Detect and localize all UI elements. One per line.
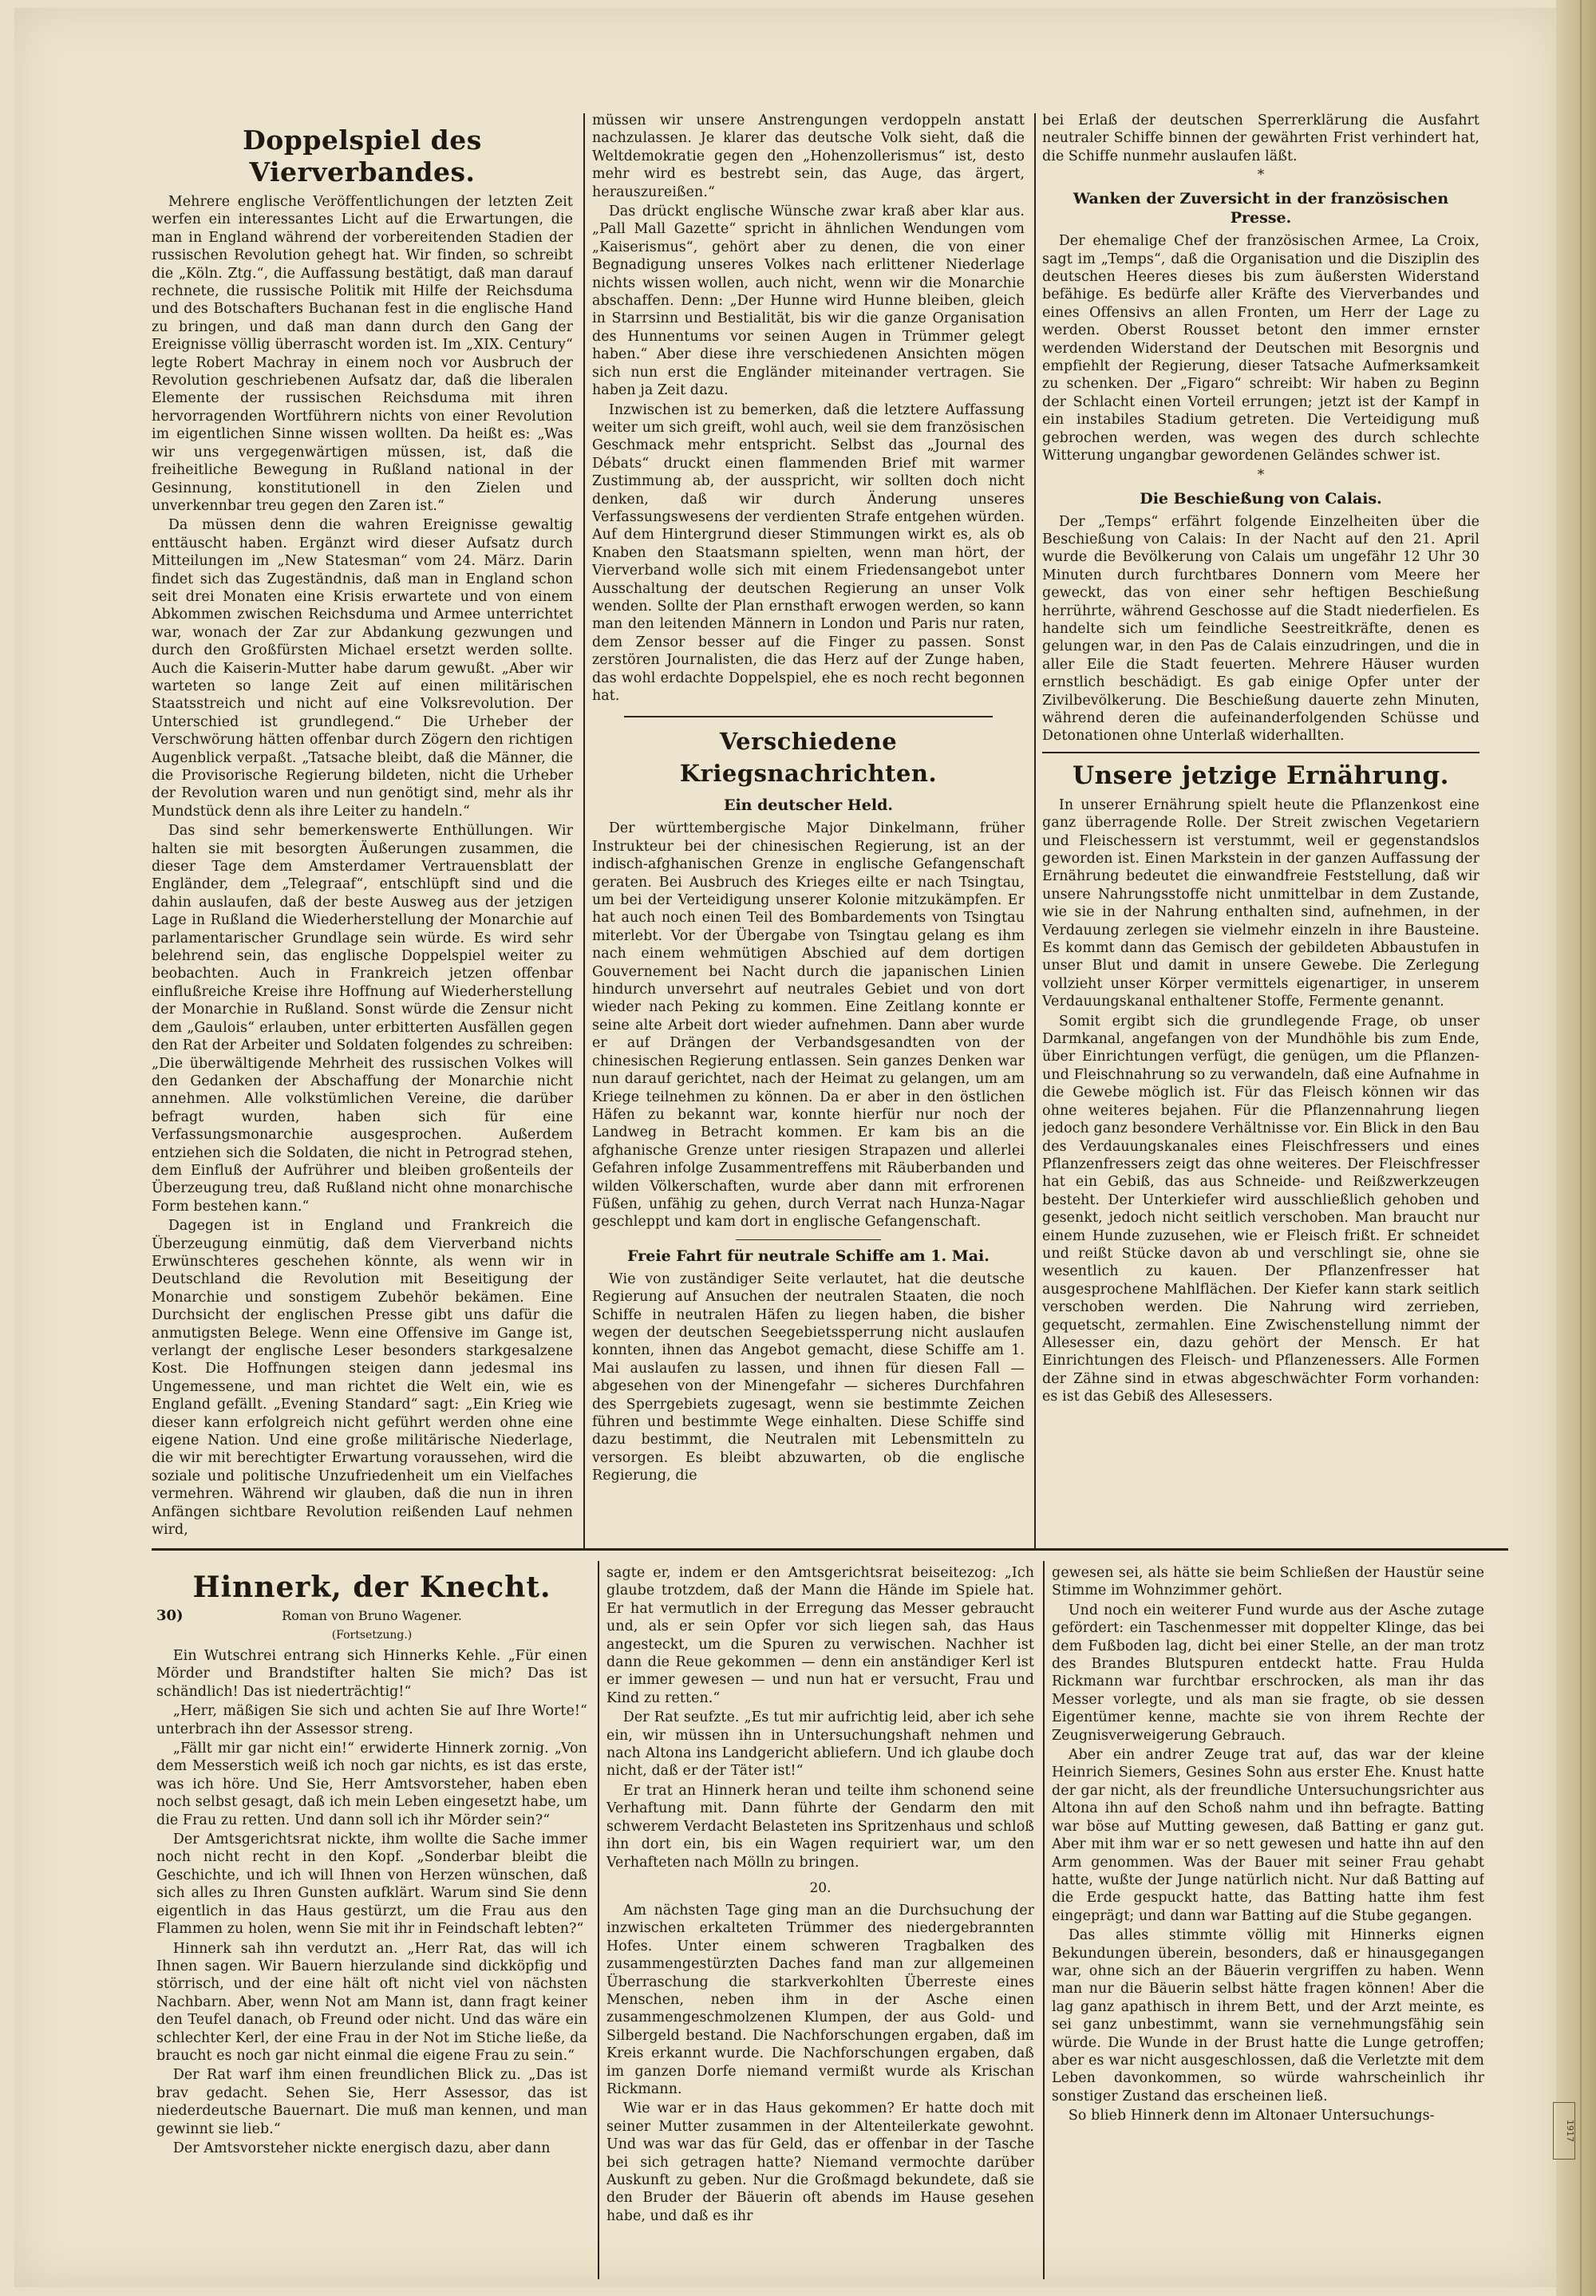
article-title: Verschiedene Kriegsnachrichten. [679,728,938,788]
serial-title: Hinnerk, der Knecht. [192,1571,551,1604]
serial-paragraph: Und noch ein weiterer Fund wurde aus der Asche zutage gefördert: ein Taschenmesser mit doppelter Klinge, das bei dem Fußboden lag, dicht bei einer Stelle, an der man trotz des Brandes Blutspuren entdeckt hatte. Frau Hulda Rickmann war furchtbar erschrocken, als man ihr das Messer vorlegte, und als man sie fragte, ob sie dessen Eigentümer kenne, machte sie von ihrem Rechte der Zeugnisverweigerung Gebrauch. [1052,1602,1484,1744]
article-paragraph: Wie von zuständiger Seite verlautet, hat die deutsche Regierung auf Ansuchen der neutralen Staaten, die noch Schiffe in neutralen Häfen zu liegen haben, die bisher wegen der deutschen Seegebietssperrung nicht auslaufen konnten, ihnen das Angebot gemacht, diese Schiffe am 1. Mai auslaufen zu lassen, und ihnen für diesen Fall — abgesehen von der Minengefahr — sicheres Durchfahren des Sperrgebiets zugesagt, wenn sie bestimmte Zeichen führen und bestimmte Wege einhalten. Diese Schiffe sind dazu bestimmt, die Neutralen mit Lebensmitteln zu versorgen. Es bleibt abzuwarten, ob die englische Regierung, die [592,1271,1025,1484]
section-heading: Freie Fahrt für neutrale Schiffe am 1. Mai. [627,1247,990,1265]
article-paragraph: bei Erlaß der deutschen Sperrerklärung die Ausfahrt neutraler Schiffe binnen der gewährten Frist verhindert hat, die Schiffe nunmehr auslaufen läßt. [1042,113,1479,164]
serial-column-3 [1052,1564,1484,2276]
serial-paragraph: gewesen sei, als hätte sie beim Schließen der Haustür seine Stimme im Wohnzimmer gehört. [1052,1565,1484,1599]
serial-paragraph: Das alles stimmte völlig mit Hinnerks eignen Bekundungen überein, besonders, daß er hinausgegangen war, ohne sich an der Bäuerin vergriffen zu haben. Wenn man nur die Bäuerin selbst hätte fragen können! Aber die lag ganz apathisch in ihrem Bett, und der Arzt meinte, es sei ganz unbestimmt, wann sie vernehmungsfähig sein würde. Die Wunde in der Brust hatte die Lunge getroffen; aber es war nicht ausgeschlossen, daß die Verletzte mit dem Leben davonkommen, so würde wahrscheinlich ihr sonstiger Zustand das erscheinen ließ. [1052,1927,1484,2104]
column-right [1042,112,1479,1545]
serial-paragraph: Der Amtsvorsteher nickte energisch dazu, aber dann [172,2140,551,2156]
article-divider [624,716,993,717]
article-paragraph: Inzwischen ist zu bemerken, daß die letztere Auffassung weiter um sich greift, wohl auch, weil sie dem französischen Geschmack mehr entspricht. Selbst das „Journal des Débats“ druckt einen flammenden Brief mit warmer Zustimmung ab, der ausspricht, wir sollten doch nicht denken, daß wir durch Änderung unseres Verfassungswesens der verdienten Strafe entgehen würden. Auf dem Hintergrund dieser Stimmungen wirkt es, als ob Knaben den Staatsmann spielten, wenn man hört, der Vierverband wolle sich mit einem Friedensangebot unter Ausschaltung der deutschen Regierung an unser Volk wenden. Sollte der Plan ernsthaft erwogen werden, so kann man den leitenden Männern in London und Paris nur raten, dem Zensor besser auf die Finger zu passen. Sonst zerstören Journalisten, die das Herz auf der Zunge haben, das wohl erdachte Doppelspiel, ehe es noch recht begonnen hat. [592,401,1025,704]
article-doppelspiel [152,118,573,1545]
archive-stamp: 1917 [1553,2102,1575,2160]
article-paragraph: Somit ergibt sich die grundlegende Frage, ob unser Darmkanal, angefangen von der Mundhöhle bis zum Ende, über Einrichtungen verfügt, die genügen, um die Pflanzen- und Fleischnahrung so zu verwandeln, daß eine Aufnahme in die Gewebe möglich ist. Für das Fleisch können wir das ohne weiteres bejahen. Für die Pflanzennahrung liegen jedoch ganz besondere Verhältnisse vor. Ein Blick in den Bau des Verdauungskanales eines Fleischfressers und eines Pflanzenfressers zeigt das ohne weiteres. Der Fleischfresser hat ein Gebiß, das aus Schneide- und Reißzwerkzeugen besteht. Der Unterkiefer wird ausschließlich gehoben und gesenkt, jedoch nicht seitlich verschoben. Man braucht nur einem Hunde zuzusehen, wie er Fleisch frißt. Er schneidet und reißt Stücke davon ab und verschlingt sie, ohne sie wesentlich zu kauen. Der Pflanzenfresser hat ausgesprochene Mahlflächen. Der Kiefer kann stark seitlich verschoben werden. Die Nahrung wird zerrieben, gequetscht, zermahlen. Eine Zwischenstellung nimmt der Allesesser ein, dazu gehört der Mensch. Er hat Einrichtungen des Fleisch- und Pflanzenessers. Alle Formen der Zähne sind in etwas abgeschwächter Form vorhanden: es ist das Gebiß des Allesessers. [1042,1013,1479,1405]
serial-paragraph: Der Amtsgerichtsrat nickte, ihm wollte die Sache immer noch nicht recht in den Kopf. „Sonderbar bleibt die Geschichte, und ich will Ihnen von Herzen wünschen, daß sich alles zu Ihren Gunsten aufklärt. Warum sind Sie denn eigentlich in das Haus gestürzt, um die Frau aus den Flammen zu holen, wenn Sie mit ihr in Feindschaft lebten?“ [156,1832,587,1938]
serial-paragraph: „Herr, mäßigen Sie sich und achten Sie auf Ihre Worte!“ unterbrach ihn der Assessor streng. [156,1703,587,1737]
section-heading: Ein deutscher Held. [723,796,894,815]
serial-paragraph: Wie war er in das Haus gekommen? Er hatte doch mit seiner Mutter zusammen in der Altenteilerkate gewohnt. Und was war das für Geld, das er offenbar in der Tasche bei sich getragen hatte? Niemand vermochte darüber Auskunft zu geben. Nur die Großmagd bekundete, daß sie den Bruder der Bäuerin oft abends im Hause gesehen habe, und daß es ihr [606,2100,1034,2224]
serial-paragraph: So blieb Hinnerk denn im Altonaer Untersuchungs- [1068,2108,1435,2124]
article-divider [1042,752,1479,753]
chapter-number: 20. [809,1879,832,1896]
separator-star: * [1257,466,1265,483]
serial-column-rule-2 [1043,1561,1045,2279]
serial-paragraph: Ein Wutschrei entrang sich Hinnerks Kehle. „Für einen Mörder und Brandstifter halten Sie mich? Das ist schändlich! Das ist niederträchtig!“ [156,1648,587,1700]
article-paragraph: Der ehemalige Chef der französischen Armee, La Croix, sagt im „Temps“, daß die Organisation und die Disziplin des deutschen Heeres dieses bis zum äußersten Widerstand befähige. Es bedürfe aller Kräfte des Vierverbandes und eines Offensivs an allen Fronten, um Herr der Lage zu werden. Oberst Rousset betont den immer ernster werdenden Widerstand der Deutschen mit Besorgnis und empfiehlt der Regierung, dieser Tatsache Aufmerksamkeit zu schenken. Der „Figaro“ schreibt: Wir haben zu Beginn der Schlacht einen Vorteil errungen; jetzt ist der Kampf in ein instabiles Stadium getreten. Die Verteidigung muß gebrochen werden, was wegen des durch schlechte Witterung ungangbar gewordenen Geländes schwer ist. [1042,233,1479,464]
article-title: Doppelspiel des Vierverbandes. [243,124,482,188]
article-paragraph: In unserer Ernährung spielt heute die Pflanzenkost eine ganz überragende Rolle. Der Streit zwischen Vegetariern und Fleischessern ist verstummt, weil er gegenstandslos geworden ist. Einen Markstein in der ganzen Auffassung der Ernährung bedeutet die einwandfreie Feststellung, daß wir unsere Nahrungsstoffe nicht unmittelbar in dem Zustande, wie sie in der Nahrung enthalten sind, aufnehmen, in der Verdauung zerlegen sie vielmehr einzeln in ihre Bausteine. Es kommt dann das Gemisch der gebildeten Abbaustufen in unser Blut und damit in unsere Gewebe. Die Zerlegung vollzieht unser Körper vermittels eigenartiger, in unserem Verdauungskanal enthaltener Stoffe, Fermente genannt. [1042,796,1479,1010]
serial-paragraph: Der Rat warf ihm einen freundlichen Blick zu. „Das ist brav gedacht. Sehen Sie, Herr Assessor, das ist niederdeutsche Bauernart. Die muß man kennen, und man gewinnt sie lieb.“ [156,2067,587,2137]
article-paragraph: Mehrere englische Veröffentlichungen der letzten Zeit werfen ein interessantes Licht auf die Erwartungen, die man in England während der vorbereitenden Stadien der russischen Revolution gehegt hat. Wir finden, so schreibt die „Köln. Ztg.“, die Auffassung bestätigt, daß man darauf rechnete, die russische Politik mit Hilfe der Reichsduma und des Botschafters Buchanan fest in die englische Hand zu bringen, und daß man dann durch den Gang der Ereignisse völlig überrascht worden ist. Im „XIX. Century“ legte Robert Machray in einem noch vor Ausbruch der Revolution geschriebenen Aufsatz dar, daß die liberalen Elemente der russischen Reichsduma mit ihren hervorragenden Wortführern nichts von einer Revolution im eigentlichen Sinne wissen wollten. Da heißt es: „Was wir uns vergegenwärtigen müssen, ist, daß die freiheitliche Bewegung in Rußland national in der Gesinnung, konstitutionell in den Zielen und unverkennbar treu gegen den Zaren ist.“ [152,194,573,514]
article-paragraph: Der „Temps“ erfährt folgende Einzelheiten über die Beschießung von Calais: In der Nacht auf den 21. April wurde die Bevölkerung von Calais um ungefähr 12 Uhr 30 Minuten durch furchtbares Donnern vom Meere her geweckt, das von einer sehr heftigen Beschießung herrührte, während Geschosse auf die Stadt niederfielen. Es handelte sich um feindliche Seestreitkräfte, denen es gelungen war, in den Pas de Calais einzudringen, und die in aller Eile die Stadt feuerten. Mehrere Häuser wurden ernstlich beschädigt. Es gab einige Opfer unter der Zivilbevölkerung. Die Beschießung dauerte zehn Minuten, während deren die aufeinanderfolgenden Schüsse und Detonationen ohne Unterlaß widerhallten. [1042,513,1479,745]
article-paragraph: Der württembergische Major Dinkelmann, früher Instrukteur bei der chinesischen Regierung, ist an der indisch-afghanischen Grenze in englische Gefangenschaft geraten. Bei Ausbruch des Krieges eilte er nach Tsingtau, um bei der Verteidigung unserer Kolonie mitzukämpfen. Er hat auch noch einen Teil des Bombardements von Tsingtau miterlebt. Vor der Übergabe von Tsingtau gelang es ihm nach einem wehmütigen Abschied auf dem dortigen Gouvernement bei Nacht durch die japanischen Linien hindurch unversehrt auf neutrales Gebiet und von dort wieder nach Peking zu kommen. Eine Zeitlang konnte er seine alte Arbeit dort wieder aufnehmen. Dann aber wurde er auf Drängen der Verbandsgesandten von der chinesischen Regierung entlassen. Sein ganzes Denken war nun darauf gerichtet, nach der Heimat zu gelangen, um am Kriege teilnehmen zu können. Da er aber in den östlichen Häfen zu bekannt war, konnte hierfür nur noch der Landweg in Betracht kommen. Er kam bis an die afghanische Grenze unter riesigen Strapazen und allerlei Gefahren infolge Zusammentreffens mit Räuberbanden und wilden Völkerschaften, wurde aber dann mit erfrorenen Füßen, unfähig zu gehen, durch Verrat nach Hunza-Nagar geschleppt und kam dort in englische Gefangenschaft. [592,820,1025,1231]
article-divider [736,1239,881,1240]
serial-paragraph: „Fällt mir gar nicht ein!“ erwiderte Hinnerk zornig. „Von dem Messerstich weiß ich noch gar nichts, es ist das erste, was ich höre. Und Sie, Herr Amtsvorsteher, haben eben noch selbst gesagt, daß ich mein Leben eingesetzt habe, um die Frau zu retten. Und dann soll ich ihr Mörder sein?“ [156,1741,587,1828]
article-paragraph: Da müssen denn die wahren Ereignisse gewaltig enttäuscht haben. Ergänzt wird dieser Aufsatz durch Mitteilungen im „New Statesman“ vom 24. März. Darin findet sich das Zugeständnis, daß man in England schon seit drei Monaten eine Krisis erwartete und von einem Abkommen zwischen Reichsduma und Armee unterrichtet war, wonach der Zar zur Abdankung gezwungen und durch den Großfürsten Michael ersetzt werden sollte. Auch die Kaiserin-Mutter habe darum gewußt. „Aber wir warteten so lange Zeit auf einen militärischen Staatsstreich und nicht auf eine Volksrevolution. Der Unterschied ist grundlegend.“ Die Urheber der Verschwörung hätten offenbar durch Zögern den richtigen Augenblick verpaßt. „Tatsache bleibt, daß die Männer, die die Provisorische Regierung bildeten, nicht die Urheber der Revolution waren und nun genötigt sind, mehr als ihr Mundstück denn als ihre Leiter zu handeln.“ [152,517,573,820]
section-heading: Wanken der Zuversicht in der französischen Presse. [1073,190,1449,227]
serial-paragraph: Aber ein andrer Zeuge trat auf, das war der kleine Heinrich Siemers, Gesines Sohn aus erster Ehe. Knust hatte der gar nicht, als der freundliche Untersuchungsrichter aus Altona ihn auf den Schoß nahm und ihn befragte. Batting war böse auf Mutting gewesen, daß Batting er ganz gut. Aber mit ihm war er so nett gewesen und hatte ihn auf den Arm genommen. Was der Bauer mit seiner Frau gehabt hatte, wußte der Junge natürlich nicht. Nur daß Batting auf die Erde gespuckt hatte, das Batting hatte ihm fest eingeprägt; und dann war Batting auf die Stube gegangen. [1052,1747,1484,1924]
article-paragraph: Dagegen ist in England und Frankreich die Überzeugung einmütig, daß dem Vierverband nichts Erwünschteres geschehen könnte, als wenn wir in Deutschland die Revolution mit Beseitigung der Monarchie und sonstigem Zubehör bekämen. Eine Durchsicht der englischen Presse gibt uns dafür die anmutigsten Belege. Wenn eine Offensive im Gange ist, verlangt der englische Leser besonders starkgesalzene Kost. Die Hoffnungen steigen dann jedesmal ins Ungemessene, und man richtet die Welt ein, wie es England gefällt. „Evening Standard“ sagt: „Ein Krieg wie dieser kann erfolgreich nicht geführt werden ohne eine eigene Nation. Und eine große militärische Niederlage, die wir mit berechtigter Erwartung voraussehen, wird die soziale und politische Unzufriedenheit um ein Vielfaches vermehren. Während wir glauben, daß die nun in ihren Anfängen sichtbare Revolution reißenden Lauf nehmen wird, [152,1218,573,1539]
article-paragraph: Das drückt englische Wünsche zwar kraß aber klar aus. „Pall Mall Gazette“ spricht in ähnlichen Wendungen vom „Kaiserismus“, gehört aber zu denen, die von einer Begnadigung unseres Volkes nach erlittener Niederlage nichts wissen wollen, auch nicht, wenn wir die Monarchie abschaffen. Denn: „Der Hunne wird Hunne bleiben, gleich in Starrsinn und Bestialität, bis wir die ganze Organisation des Hunnentums vor seinen Augen in Trümmer gelegt haben.“ Aber diese ihre verschiedenen Ansichten mögen sich nun erst die Engländer miteinander vertragen. Sie haben ja Zeit dazu. [592,204,1025,399]
serial-paragraph: sagte er, indem er den Amtsgerichtsrat beiseitezog: „Ich glaube trotzdem, daß der Mann die Hände im Spiele hat. Er hat vermutlich in der Erregung das Messer gebraucht und, als er sein Opfer vor sich liegen sah, das Haus angesteckt, um die Spuren zu verwischen. Nachher ist dann die Reue gekommen — denn ein anständiger Kerl ist er immer gewesen — und nun hat er versucht, Frau und Kind zu retten.“ [606,1565,1034,1706]
serial-byline-row [156,1607,587,1628]
article-paragraph: Das sind sehr bemerkenswerte Enthüllungen. Wir halten sie mit besorgten Äußerungen zusammen, die dieser Tage dem Amsterdamer Vertrauensblatt der Engländer, dem „Telegraaf“, entschlüpft sind und die dahin auslaufen, daß der beste Ausweg aus der jetzigen Lage in Rußland die Wiederherstellung der Monarchie auf parlamentarischer Grundlage sein würde. Es wird sehr belehrend sein, das englische Doppelspiel weiter zu beobachten. Auch in Frankreich jetzen offenbar einflußreiche Kreise ihre Hoffnung auf Wiederherstellung der Monarchie in Rußland. Sonst würde die Zensur nicht dem „Gaulois“ erlauben, unter erbitterten Ausfällen gegen den Rat der Arbeiter und Soldaten folgendes zu schreiben: „Die überwältigende Mehrheit des russischen Volkes will den Gedanken der Abschaffung der Monarchie nicht annehmen. Alle volkstümlichen Vereine, die darüber befragt wurden, haben sich für eine Verfassungsmonarchie ausgesprochen. Außerdem entziehen sich die Soldaten, die nicht in Petrograd stehen, dem Einfluß der Aufrührer und bleiben großenteils der Überzeugung treu, daß Rußland nicht ohne monarchische Form bestehen kann.“ [152,823,573,1215]
separator-star: * [1257,167,1265,184]
serial-paragraph: Hinnerk sah ihn verdutzt an. „Herr Rat, das will ich Ihnen sagen. Wir Bauern hierzulande sind dickköpfig und störrisch, und der eine hält oft nicht viel von nächsten Nachbarn. Aber, wenn Not am Mann ist, dann fragt keiner den Teufel danach, ob Freund oder nicht. Und das wäre ein schlechter Kerl, der eine Frau in der Not im Stiche ließe, da braucht es noch gar nicht einmal die eigene Frau zu sein.“ [156,1940,587,2064]
serial-column-rule-1 [598,1561,599,2279]
page-edge [1556,0,1596,2296]
serial-author: Roman von Bruno Wagener. [282,1608,462,1623]
article-title: Unsere jetzige Ernährung. [1073,761,1449,790]
serial-continuation-note: (Fortsetzung.) [331,1629,413,1642]
serial-column-1 [156,1558,587,2276]
section-separator [152,1548,1508,1551]
fold-line [1580,0,1582,2296]
serial-paragraph: Er trat an Hinnerk heran und teilte ihm schonend seine Verhaftung mit. Dann führte der Gendarm den mit schwerem Verdacht Belasteten ins Spritzenhaus und schloß ihn dort ein, bis ein Wagen requiriert war, um den Verhafteten nach Mölln zu bringen. [606,1782,1034,1871]
serial-column-2 [606,1564,1034,2276]
column-rule-2 [1034,113,1036,1550]
serial-number: 30) [156,1607,184,1624]
serial-paragraph: Der Rat seufzte. „Es tut mir aufrichtig leid, aber ich sehe ein, wir müssen ihn in Untersuchungshaft nehmen und nach Altona ins Landgericht abliefern. Und ich glaube doch nicht, daß er der Täter ist!“ [606,1709,1034,1780]
serial-paragraph: Am nächsten Tage ging man an die Durchsuchung der inzwischen erkalteten Trümmer des niedergebrannten Hofes. Unter einem schweren Tragbalken des zusammengestürzten Daches fand man zur allgemeinen Überraschung die starkverkohlten Überreste eines Menschen, neben ihm in der Asche einen zusammengeschmolzenen Klumpen, der aus Gold- und Silbergeld bestand. Die Nachforschungen ergaben, daß im Kreis erkannt wurde. Die Nachforschungen ergaben, daß im ganzen Dorfe niemand vermißt wurde als Krischan Rickmann. [606,1902,1034,2097]
article-paragraph: müssen wir unsere Anstrengungen verdoppeln anstatt nachzulassen. Je klarer das deutsche Volk sieht, daß die Weltdemokratie gegen den „Hohenzollerismus“ ist, desto mehr wird es bestrebt sein, das Auge, das ärgert, herauszureißen.“ [592,113,1025,200]
column-middle [592,112,1025,1545]
section-heading: Die Beschießung von Calais. [1140,489,1382,508]
column-rule-1 [583,113,585,1550]
